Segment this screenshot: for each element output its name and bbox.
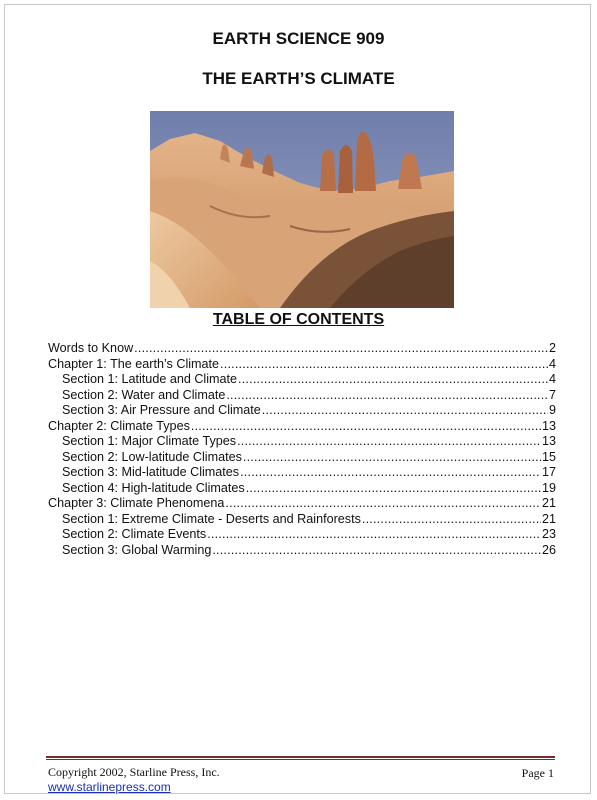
toc-entry (48, 357, 556, 373)
toc-entry (48, 388, 556, 404)
toc-entry-label: Words to Know (48, 341, 134, 355)
toc-entry-label: Section 1: Extreme Climate - Deserts and Rainforests (62, 511, 361, 526)
toc-dot-leader (362, 512, 541, 528)
toc-heading: TABLE OF CONTENTS (212, 311, 385, 328)
toc-entry (48, 465, 556, 481)
toc-dot-leader (226, 388, 548, 404)
toc-entry-label: Chapter 3: Climate Phenomena (48, 496, 225, 510)
toc-entry-label: Section 3: Air Pressure and Climate (62, 403, 261, 417)
toc-dot-leader (225, 496, 541, 512)
toc-entry (48, 403, 556, 419)
toc-entry-page: 23 (541, 527, 556, 541)
toc-dot-leader (237, 434, 541, 450)
footer-rule-top (46, 756, 555, 758)
toc-entry-label: Section 2: Climate Events (62, 527, 207, 541)
toc-entry-page: 13 (541, 418, 556, 433)
toc-entry-page: 2 (548, 341, 556, 355)
toc-entry (48, 450, 556, 466)
toc-entry-page: 7 (548, 387, 556, 402)
toc-dot-leader (246, 481, 541, 497)
toc-entry-label: Section 2: Water and Climate (62, 387, 226, 402)
course-title: EARTH SCIENCE 909 (212, 29, 385, 48)
page-number: Page 1 (521, 766, 554, 780)
toc-entry (48, 419, 556, 435)
toc-entry-label: Section 3: Mid-latitude Climates (62, 465, 240, 479)
toc-entry-label: Section 4: High-latitude Climates (62, 480, 245, 495)
table-of-contents (48, 341, 556, 558)
toc-entry-page: 4 (548, 372, 556, 386)
toc-dot-leader (262, 403, 548, 419)
toc-entry-page: 21 (541, 511, 556, 526)
toc-entry-label: Section 1: Latitude and Climate (62, 372, 238, 386)
toc-dot-leader (207, 527, 541, 543)
toc-entry (48, 512, 556, 528)
toc-entry-page: 17 (541, 465, 556, 479)
toc-dot-leader (134, 341, 548, 357)
toc-entry-page: 13 (541, 434, 556, 448)
toc-entry-page: 15 (541, 449, 556, 464)
cover-photo (150, 111, 454, 308)
unit-title: THE EARTH’S CLIMATE (202, 69, 395, 88)
toc-entry-page: 26 (541, 542, 556, 557)
toc-entry-label: Section 3: Global Warming (62, 542, 212, 557)
toc-entry (48, 341, 556, 357)
toc-entry-label: Chapter 1: The earth’s Climate (48, 356, 220, 371)
toc-entry-page: 21 (541, 496, 556, 510)
copyright-notice: Copyright 2002, Starline Press, Inc. (48, 765, 220, 779)
toc-entry-label: Section 2: Low-latitude Climates (62, 449, 242, 464)
toc-dot-leader (191, 419, 541, 435)
toc-entry (48, 481, 556, 497)
toc-entry-label: Chapter 2: Climate Types (48, 418, 190, 433)
toc-entry (48, 543, 556, 559)
toc-entry (48, 496, 556, 512)
toc-dot-leader (240, 465, 541, 481)
toc-dot-leader (212, 543, 541, 559)
toc-dot-leader (238, 372, 548, 388)
toc-entry-label: Section 1: Major Climate Types (62, 434, 237, 448)
website-link[interactable]: www.starlinepress.com (48, 780, 171, 794)
toc-entry-page: 9 (548, 403, 556, 417)
footer-rule-bottom (46, 759, 555, 760)
toc-entry-page: 4 (548, 356, 556, 371)
toc-entry (48, 372, 556, 388)
toc-dot-leader (220, 357, 548, 373)
toc-entry (48, 527, 556, 543)
toc-dot-leader (243, 450, 541, 466)
toc-entry-page: 19 (541, 480, 556, 495)
toc-entry (48, 434, 556, 450)
